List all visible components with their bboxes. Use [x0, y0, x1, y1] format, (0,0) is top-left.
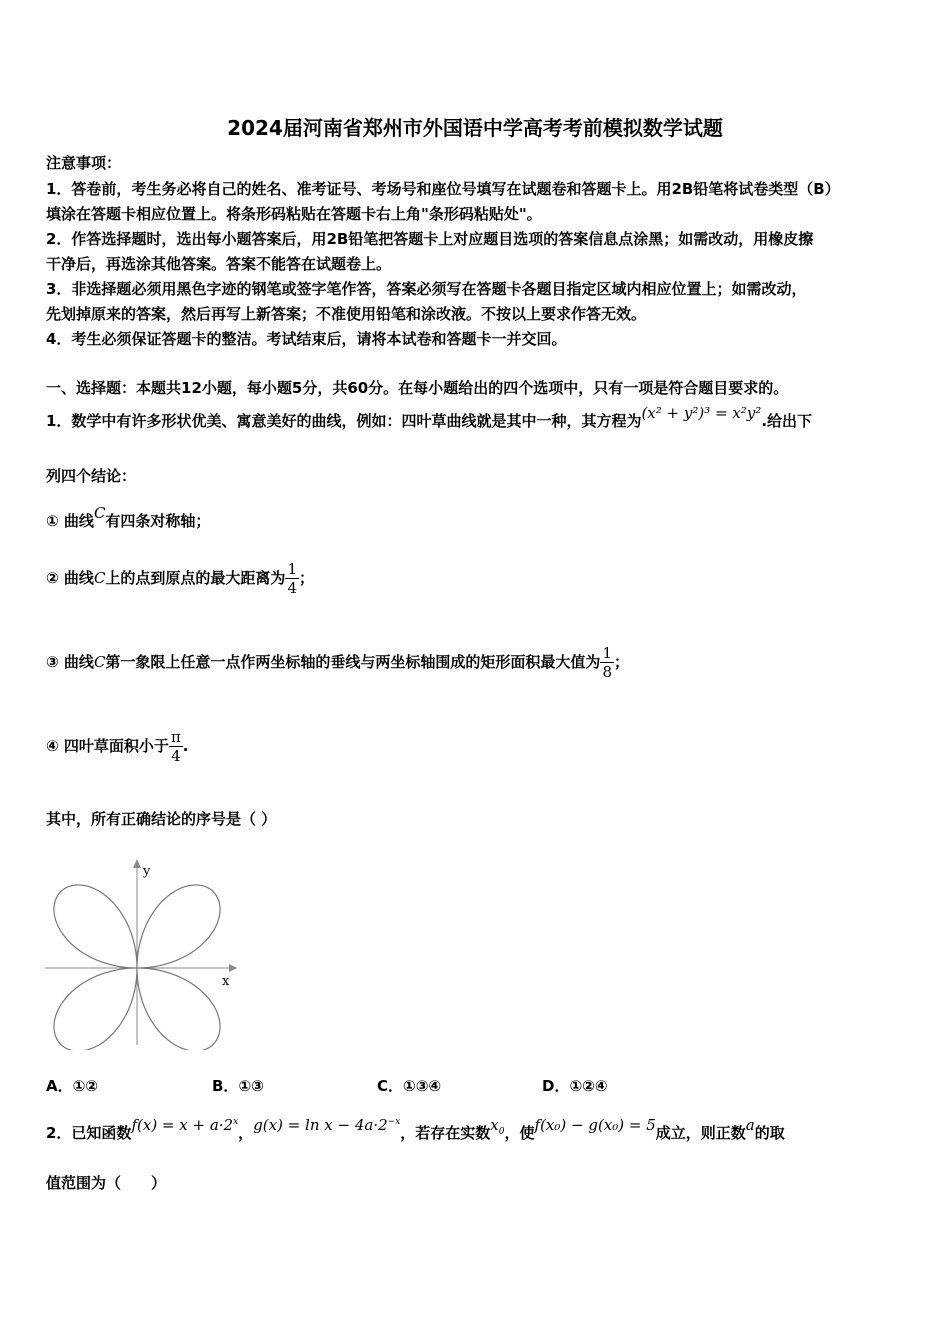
q1-intro-end: .给出下: [761, 412, 813, 430]
notice-heading: 注意事项：: [46, 154, 122, 172]
c3-denominator: 8: [602, 663, 612, 681]
q2-mid-2: ，使: [504, 1124, 535, 1142]
c1-curve-var: C: [93, 504, 106, 522]
c4-denominator: 4: [171, 747, 181, 765]
c2-curve-var: C: [93, 569, 106, 587]
c4-fraction: [169, 728, 183, 765]
notice-line-6: 先划掉原来的答案，然后再写上新答案；不准使用铅笔和涂改液。不按以上要求作答无效。: [46, 305, 647, 323]
q1-conclusion-3: [46, 644, 629, 681]
q1-conclusion-1: [46, 504, 211, 531]
q2-line-1: [46, 1116, 785, 1145]
exam-title: 2024届河南省郑州市外国语中学高考考前模拟数学试题: [227, 116, 723, 140]
c2-numerator: 1: [287, 560, 297, 578]
c1-prefix: ① 曲线: [46, 512, 94, 530]
option-c-letter: C．: [377, 1077, 404, 1095]
option-a-text: ①②: [72, 1077, 99, 1095]
section-heading: 一、选择题：本题共12小题，每小题5分，共60分。在每小题给出的四个选项中，只有一项是符合题目要求的。: [46, 379, 789, 397]
y-axis-arrow: [133, 859, 141, 868]
q1-conclusion-4: [46, 728, 189, 765]
option-b-letter: B．: [212, 1077, 239, 1095]
q2-prefix: 2．已知函数: [46, 1124, 132, 1142]
notice-line-1: 1．答卷前，考生务必将自己的姓名、准考证号、考场号和座位号填写在试题卷和答题卡上。用2B铅笔将试卷类型（B）: [46, 180, 840, 198]
q2-line-2: 值范围为（ ）: [46, 1174, 167, 1192]
notice-line-4: 干净后，再选涂其他答案。答案不能答在试题卷上。: [46, 255, 392, 273]
q2-x0: [490, 1116, 505, 1137]
y-axis-label: y: [143, 864, 151, 879]
q1-intro-text: 1．数学中有许多形状优美、寓意美好的曲线，例如：四叶草曲线就是其中一种，其方程为: [46, 412, 642, 430]
c3-prefix: ③ 曲线: [46, 653, 94, 671]
q2-separator: ，: [238, 1124, 254, 1142]
option-a[interactable]: [46, 1075, 98, 1096]
c3-curve-var: C: [93, 653, 106, 671]
q2-mid: ，若存在实数: [400, 1124, 491, 1142]
option-d[interactable]: [542, 1075, 608, 1096]
c4-end: .: [182, 737, 189, 755]
q2-f-expr: f(x) = x + a·2: [131, 1116, 234, 1134]
q1-intro: [46, 404, 813, 431]
q1-intro-2: 列四个结论：: [46, 467, 137, 485]
notice-line-3: 2．作答选择题时，选出每小题答案后，用2B铅笔把答题卡上对应题目选项的答案信息点涂黑；如需改动，用橡皮擦: [46, 230, 814, 248]
option-b[interactable]: [212, 1075, 264, 1096]
option-c[interactable]: [377, 1075, 441, 1096]
c2-denominator: 4: [287, 579, 297, 597]
c2-fraction: [285, 560, 299, 597]
c4-numerator: π: [170, 728, 181, 746]
q2-x0-sub: 0: [498, 1127, 505, 1137]
x-axis-label: x: [222, 974, 230, 989]
q2-post-2: 的取: [754, 1124, 785, 1142]
q2-x0-var: x: [490, 1116, 499, 1134]
notice-line-5: 3．非选择题必须用黑色字迹的钢笔或签字笔作答，答案必须写在答题卡各题目指定区域内相应位置上；如需改动，: [46, 280, 807, 298]
c2-text: 上的点到原点的最大距离为: [105, 569, 286, 587]
c3-end: ；: [613, 653, 629, 671]
notice-line-2: 填涂在答题卡相应位置上。将条形码粘贴在答题卡右上角"条形码粘贴处"。: [46, 205, 542, 223]
q2-condition: f(x₀) − g(x₀) = 5: [534, 1116, 656, 1134]
q2-f-exponent: x: [233, 1117, 239, 1127]
q2-g-def: [253, 1116, 400, 1134]
option-a-letter: A．: [46, 1077, 73, 1095]
c4-prefix: ④ 四叶草面积小于: [46, 737, 169, 755]
q1-equation: (x² + y²)³ = x²y²: [641, 404, 762, 422]
q2-g-expr: g(x) = ln x − 4a·2: [253, 1116, 388, 1134]
option-c-text: ①③④: [403, 1077, 442, 1095]
clover-graph: [40, 855, 250, 1050]
c3-fraction: [600, 644, 614, 681]
x-axis-arrow: [229, 964, 237, 972]
q1-conclusion-2: [46, 560, 314, 597]
notice-line-7: 4．考生必须保证答题卡的整洁。考试结束后，请将本试卷和答题卡一并交回。: [46, 330, 567, 348]
c2-end: ；: [298, 569, 314, 587]
c1-text: 有四条对称轴；: [105, 512, 211, 530]
c3-text: 第一象限上任意一点作两坐标轴的垂线与两坐标轴围成的矩形面积最大值为: [105, 653, 601, 671]
q1-question: 其中，所有正确结论的序号是（ ）: [46, 810, 277, 828]
option-d-text: ①②④: [569, 1077, 608, 1095]
c3-numerator: 1: [602, 644, 612, 662]
option-b-text: ①③: [238, 1077, 264, 1095]
q2-post: 成立，则正数: [655, 1124, 746, 1142]
q2-g-exponent: −x: [387, 1117, 401, 1127]
q2-a-var: a: [745, 1116, 755, 1134]
q2-f-def: [131, 1116, 238, 1134]
option-d-letter: D．: [542, 1077, 570, 1095]
c2-prefix: ② 曲线: [46, 569, 94, 587]
